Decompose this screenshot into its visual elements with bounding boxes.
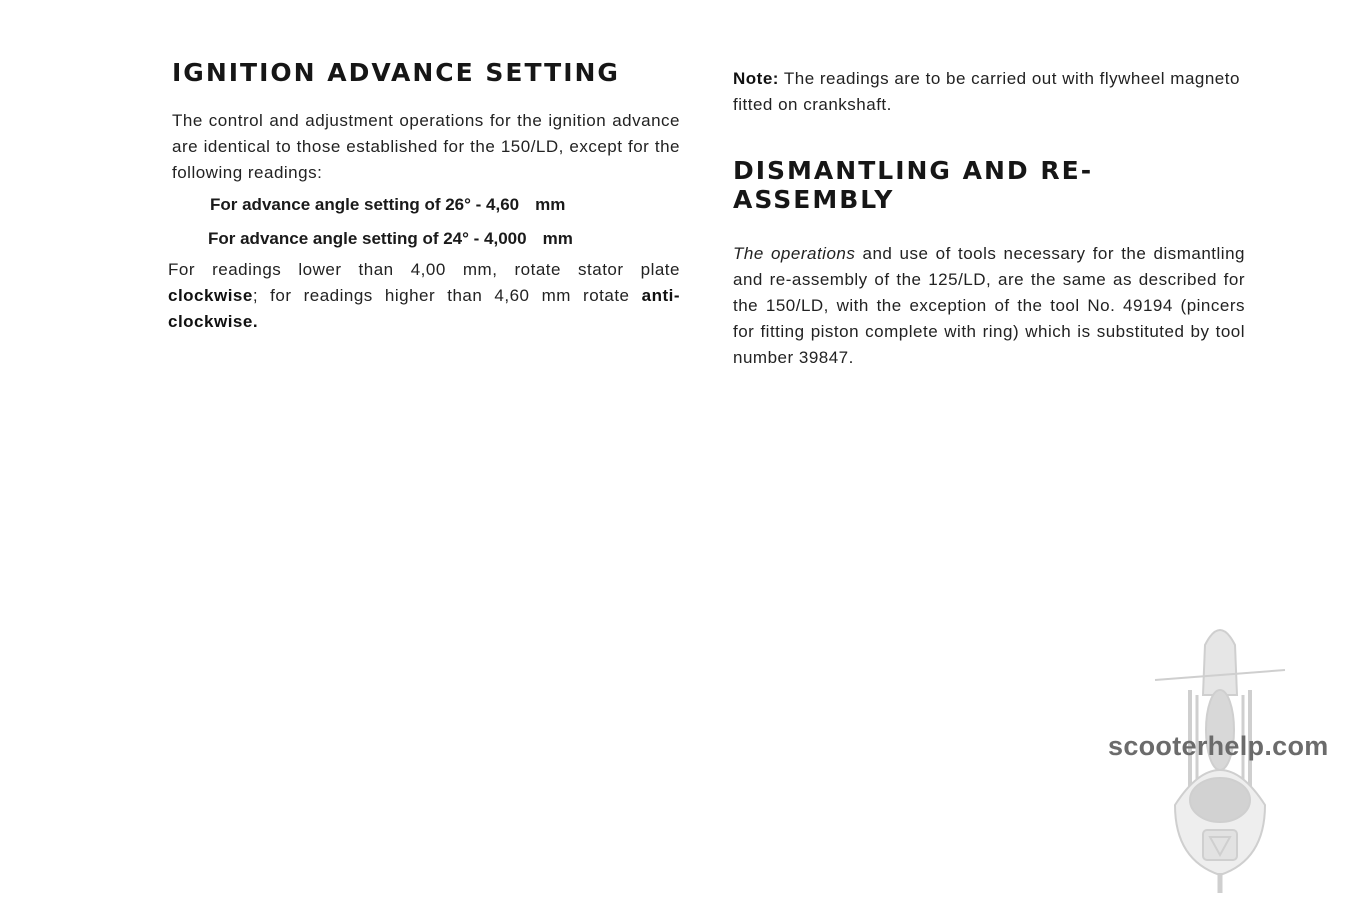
ops-italic-lead: The operations [733,244,856,263]
rotation-rule-paragraph [168,257,680,335]
note-paragraph [733,66,1245,118]
left-column [168,58,680,335]
reading-26-unit: mm [535,195,566,214]
ops-text: and use of tools necessary for the dismantling and re-assembly of the 125/LD, are the same as described for the 150/LD, with the exception of the tool No. 49194 (pincers for fitting piston complete with ring) which is substituted by tool number 39847. [733,244,1245,367]
section-title-ignition: IGNITION ADVANCE SETTING [172,58,620,87]
reading-24-unit: mm [542,229,573,248]
rule-part-1: For readings lower than 4,00 mm, rotate stator plate [168,260,680,279]
rule-clockwise: clockwise [168,286,253,305]
reading-26-degrees [210,188,680,222]
reading-26-text: For advance angle setting of 26° - 4,60 [210,195,520,214]
rule-anti-clockwise: anti-clockwise. [168,286,680,331]
note-label: Note: [733,69,779,88]
watermark: scooterhelp.com [1108,731,1329,761]
right-column [733,66,1245,371]
note-text: The readings are to be carried out with flywheel magneto fitted on crankshaft. [733,69,1240,114]
reading-24-degrees [208,222,680,256]
reading-24-text: For advance angle setting of 24° - 4,000 [208,229,527,248]
rule-part-2: ; for readings higher than 4,60 mm rotate [252,286,642,305]
ignition-intro-paragraph: The control and adjustment operations for the ignition advance are identical to those established for the 150/LD, except for the following readings: [172,111,680,182]
section-title-dismantling: DISMANTLING AND RE-ASSEMBLY [733,156,1094,214]
dismantling-paragraph [733,241,1245,371]
